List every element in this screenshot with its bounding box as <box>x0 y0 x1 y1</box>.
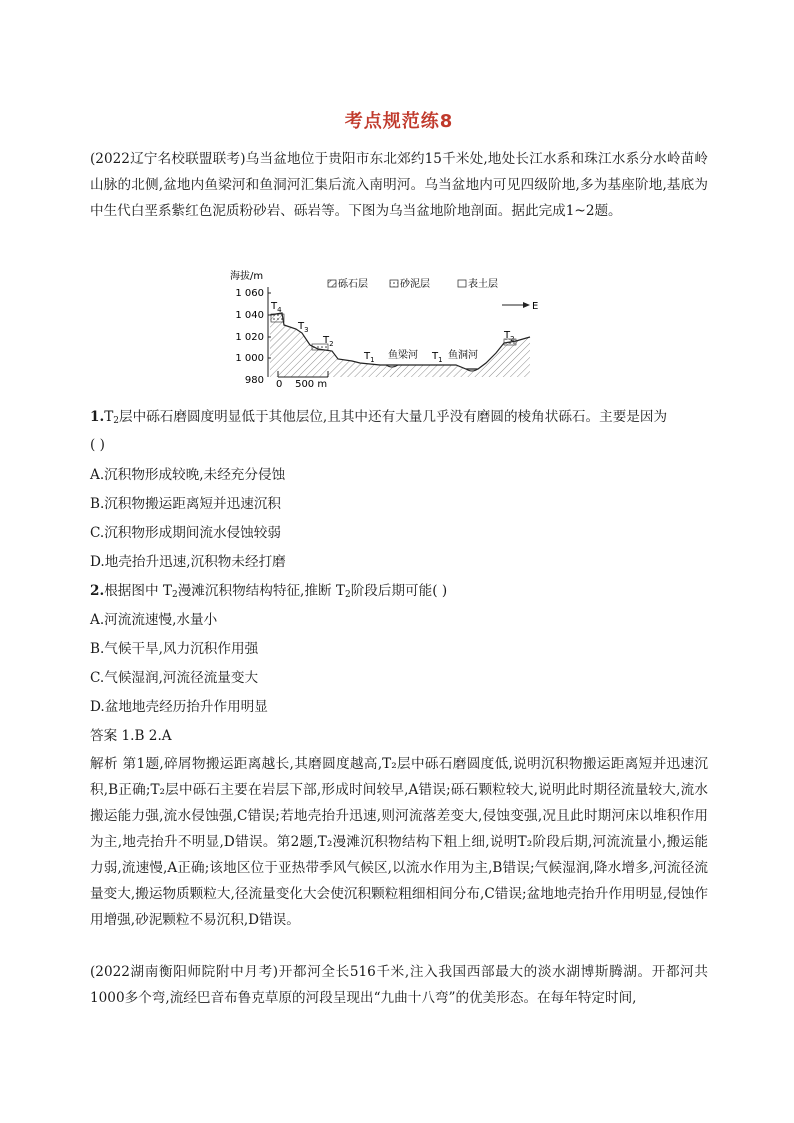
question-2: 2.根据图中 $T_2$漫滩沉积物结构特征,推断 $T_2$阶段后期可能( ) <box>90 583 448 600</box>
q1-option-c: C.沉积物形成期间流水侵蚀较弱 <box>90 525 281 541</box>
bedrock <box>270 313 530 377</box>
question-1: $1.T_2$层中砾石磨圆度明显低于其他层位,且其中还有大量几乎没有磨圆的棱角状砾石。主要是因为 <box>90 409 668 426</box>
terrace-profile-figure <box>230 265 560 395</box>
q2-option-d: D.盆地地壳经历抬升作用明显 <box>90 699 268 715</box>
terrace-label-t1-west: $T_1$ <box>364 351 375 364</box>
q1-option-d: D.地壳抬升迅速,沉积物未经打磨 <box>90 554 286 570</box>
y-axis-label: 海拔/m <box>230 271 264 282</box>
intro-paragraph-2: (2022湖南衡阳师院附中月考)开都河全长516千米,注入我国西部最大的淡水湖博斯腾湖。开都河共1000多个弯,流经巴音布鲁克草原的河段呈现出“九曲十八弯”的优美形态。在每年特定时间, <box>90 964 708 1006</box>
river-label-yuliang: 鱼梁河 <box>388 350 418 361</box>
y-tick-label: 980 <box>244 375 264 386</box>
analysis-paragraph: 解析 第1题,碎屑物搬运距离越长,其磨圆度越高,T₂层中砾石磨圆度低,说明沉积物搬运距离短并迅速沉积,B正确;T₂层中砾石主要在岩层下部,形成时间较早,A错误;砾石颗粒较大,说明此时期径流量较大,流水搬运能力强,流水侵蚀强,C错误;若地壳抬升迅速,则河流落差变大,侵蚀变强,况且此时期河床以堆积作用为主,地壳抬升不明显,D错误。第2题,T₂漫滩沉积物结构下粗上细,说明T₂阶段后期,河流流量小,搬运能力弱,流速慢,A正确;该地区位于亚热带季风气候区,以流水作用为主,B错误;气候湿润,降水增多,河流径流量变大,搬运物质颗粒大,径流量变化大会使沉积颗粒粗细相间分布,C错误;盆地地壳抬升作用明显,侵蚀作用增强,砂泥颗粒不易沉积,D错误。 <box>90 756 708 928</box>
terrace-label-t3: $T_3$ <box>298 321 309 334</box>
terrace-label-t2-west: $T_2$ <box>323 335 334 348</box>
answer-line: 答案 1.B 2.A <box>90 728 172 744</box>
question-number: 1. <box>90 409 105 425</box>
q1-option-b: B.沉积物搬运距离短并迅速沉积 <box>90 496 282 512</box>
intro-paragraph-1: (2022辽宁名校联盟联考)乌当盆地位于贵阳市东北郊约15千米处,地处长江水系和珠江水系分水岭苗岭山脉的北侧,盆地内鱼梁河和鱼洞河汇集后流入南明河。乌当盆地内可见四级阶地,多为基座阶地,基底为中生代白垩系紫红色泥质粉砂岩、砾岩等。下图为乌当盆地阶地剖面。据此完成1~2题。 <box>90 151 708 219</box>
y-tick-label: 1 060 <box>235 288 264 299</box>
scale-bar-label: 0 500 m <box>276 379 328 390</box>
q2-option-c: C.气候湿润,河流径流量变大 <box>90 670 259 686</box>
y-tick-label: 1 020 <box>235 332 264 343</box>
direction-arrowhead <box>523 302 530 308</box>
terrace-deposit-t4 <box>271 314 284 322</box>
terrace-label-t4: $T_4$ <box>271 301 282 314</box>
river-label-yudong: 鱼洞河 <box>448 350 478 361</box>
page-title: 考点规范练8 <box>344 111 454 132</box>
q2-option-a: A.河流流速慢,水量小 <box>90 612 218 628</box>
legend-sand-mud-swatch <box>390 280 398 287</box>
legend-gravel: 砾石层 <box>338 279 368 290</box>
legend-sand-mud: 砂泥层 <box>400 279 430 290</box>
question-1-blank: ( ) <box>90 437 105 453</box>
legend-gravel-swatch <box>328 280 336 287</box>
direction-label: E <box>532 301 539 312</box>
q1-option-a: A.沉积物形成较晚,未经充分侵蚀 <box>90 467 286 483</box>
terrace-label-t2-east: $T_2$ <box>504 330 515 343</box>
y-tick-label: 1 000 <box>235 353 264 364</box>
y-tick-label: 1 040 <box>235 310 264 321</box>
legend-topsoil-swatch <box>458 280 466 287</box>
legend-topsoil: 表土层 <box>468 279 498 290</box>
q2-option-b: B.气候干旱,风力沉积作用强 <box>90 641 259 657</box>
question-number: 2. <box>90 583 105 599</box>
terrace-label-t1-east: $T_1$ <box>432 351 443 364</box>
